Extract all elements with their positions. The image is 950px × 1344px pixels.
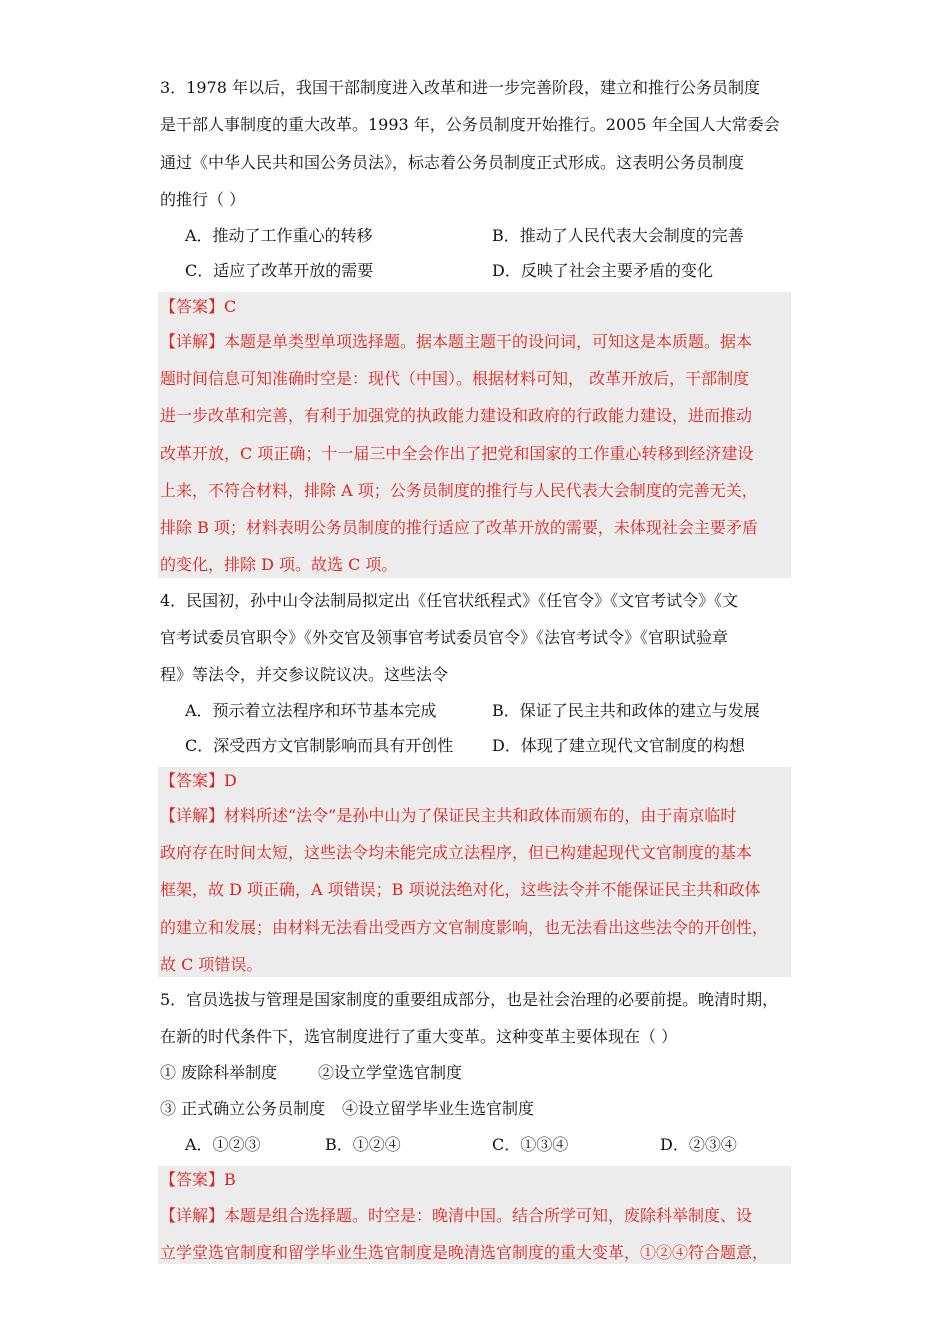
q3-explanation-line-7: 的变化，排除 D 项。故选 C 项。 <box>160 555 398 574</box>
q4-option-b: B．保证了民主共和政体的建立与发展 <box>492 701 760 720</box>
q4-stem-line-2: 官考试委员官职令》《外交官及领事官考试委员官令》《法官考试令》《官职试验章 <box>160 628 729 647</box>
answer-block-bg-q4 <box>158 767 791 977</box>
q3-stem-line-2: 是干部人事制度的重大改革。1993 年，公务员制度开始推行。2005 年全国人大常委会 <box>160 115 780 134</box>
q4-explanation-line-4: 的建立和发展；由材料无法看出受西方文官制度影响，也无法看出这些法令的开创性， <box>160 918 769 937</box>
q3-explanation-line-5: 上来，不符合材料，排除 A 项；公务员制度的推行与人民代表大会制度的完善无关， <box>160 481 758 500</box>
q4-stem-line-3: 程》等法令，并交参议院议决。这些法令 <box>160 665 449 684</box>
q3-stem-line-1: 3．1978 年以后，我国干部制度进入改革和进一步完善阶段，建立和推行公务员制度 <box>160 78 760 97</box>
q5-stem-line-2: 在新的时代条件下，选官制度进行了重大变革。这种变革主要体现在（ ） <box>160 1027 678 1046</box>
q5-explanation-line-1: 【详解】本题是组合选择题。时空是：晚清中国。结合所学可知，废除科举制度、设 <box>160 1206 753 1225</box>
q5-statement-2: ②设立学堂选官制度 <box>318 1063 463 1082</box>
q5-explanation-line-2: 立学堂选官制度和留学毕业生选官制度是晚清选官制度的重大变革，①②④符合题意， <box>160 1243 769 1262</box>
q4-option-a: A．预示着立法程序和环节基本完成 <box>185 701 437 720</box>
q4-option-c: C．深受西方文官制影响而具有开创性 <box>185 736 454 755</box>
q5-statement-4: ④设立留学毕业生选官制度 <box>342 1099 535 1118</box>
q4-stem-line-1: 4．民国初，孙中山令法制局拟定出《任官状纸程式》《任官令》《文官考试令》《文 <box>160 591 739 610</box>
q3-explanation-line-2: 题时间信息可知准确时空是：现代（中国）。根据材料可知， 改革开放后，干部制度 <box>160 369 750 388</box>
q4-explanation-line-5: 故 C 项错误。 <box>160 955 263 974</box>
q5-option-b: B．①②④ <box>325 1135 401 1154</box>
q5-option-a: A．①②③ <box>185 1135 261 1154</box>
q3-option-b: B．推动了人民代表大会制度的完善 <box>492 226 744 245</box>
q3-explanation-line-1: 【详解】本题是单类型单项选择题。据本题主题干的设问词，可知这是本质题。据本 <box>160 332 753 351</box>
q3-explanation-line-4: 改革开放，C 项正确；十一届三中全会作出了把党和国家的工作重心转移到经济建设 <box>160 444 754 463</box>
q3-option-a: A．推动了工作重心的转移 <box>185 226 373 245</box>
q5-statement-1: ① 废除科举制度 <box>160 1063 278 1082</box>
q4-explanation-line-2: 政府存在时间太短，这些法令均未能完成立法程序，但已构建起现代文官制度的基本 <box>160 843 753 862</box>
q4-explanation-line-1: 【详解】材料所述“法令”是孙中山为了保证民主共和政体而颁布的，由于南京临时 <box>160 806 737 825</box>
q3-stem-line-3: 通过《中华人民共和国公务员法》，标志着公务员制度正式形成。这表明公务员制度 <box>160 153 745 172</box>
q5-stem-line-1: 5．官员选拔与管理是国家制度的重要组成部分，也是社会治理的必要前提。晚清时期， <box>160 990 779 1009</box>
q3-option-d: D．反映了社会主要矛盾的变化 <box>492 261 713 280</box>
q3-stem-line-4: 的推行（ ） <box>160 190 246 209</box>
q3-option-c: C．适应了改革开放的需要 <box>185 261 374 280</box>
q3-answer: 【答案】C <box>160 297 237 316</box>
q5-statement-3: ③ 正式确立公务员制度 <box>160 1099 326 1118</box>
q4-answer: 【答案】D <box>160 771 237 790</box>
q5-option-c: C．①③④ <box>492 1135 569 1154</box>
q5-answer: 【答案】B <box>160 1170 236 1189</box>
q5-option-d: D．②③④ <box>660 1135 737 1154</box>
q4-explanation-line-3: 框架，故 D 项正确，A 项错误；B 项说法绝对化，这些法令并不能保证民主共和政体 <box>160 880 761 899</box>
q4-option-d: D．体现了建立现代文官制度的构想 <box>492 736 745 755</box>
q3-explanation-line-6: 排除 B 项；材料表明公务员制度的推行适应了改革开放的需要，未体现社会主要矛盾 <box>160 518 758 537</box>
q3-explanation-line-3: 进一步改革和完善，有利于加强党的执政能力建设和政府的行政能力建设，进而推动 <box>160 406 753 425</box>
